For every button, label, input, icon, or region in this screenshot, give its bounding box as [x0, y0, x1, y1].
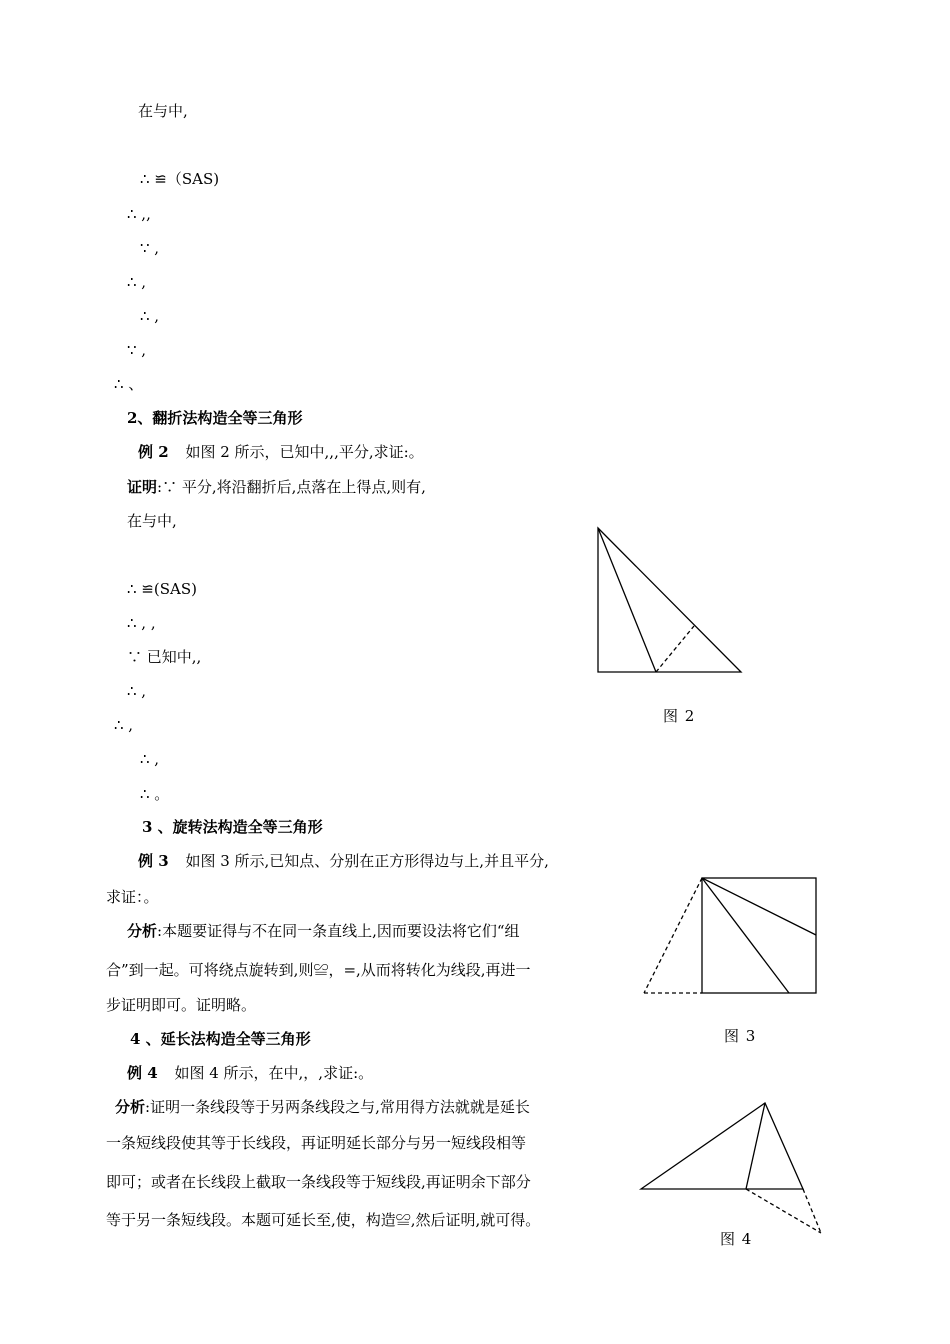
proof2-line-1 [127, 477, 426, 497]
figure-4-triangle [641, 1103, 803, 1189]
section4-heading: 4 、延长法构造全等三角形 [130, 1030, 311, 1048]
proof2-line-5: ∵ 已知中,, [127, 648, 202, 666]
proof1-line-1: 在与中, [138, 102, 188, 120]
proof2-line-8: ∴ , [140, 750, 160, 768]
example4-label: 例 4 [127, 1064, 158, 1082]
proof1-line-2: ∴ ≌（SAS) [140, 170, 220, 188]
figure-3-caption: 图 3 [724, 1027, 757, 1045]
example4-text: 如图 4 所示，在中,，,求证:。 [174, 1064, 374, 1082]
proof2-text: :∵ 平分,将沿翻折后,点落在上得点,则有, [157, 478, 426, 496]
analysis3-line-2: 合”到一起。可将绕点旋转到,则≌，=,从而将转化为线段,再进一 [106, 961, 531, 979]
analysis4-line-1 [115, 1097, 530, 1117]
proof1-line-6: ∴ , [140, 307, 160, 325]
analysis4-label: 分析 [115, 1098, 146, 1116]
figure-4-caption: 图 4 [720, 1230, 753, 1248]
figure-3-diagram [635, 870, 830, 1005]
figure-4-diagram [635, 1095, 830, 1240]
example3-text: 如图 3 所示,已知点、分别在正方形得边与上,并且平分, [185, 852, 549, 870]
example3-label: 例 3 [138, 852, 169, 870]
example3-continued: 求证：。 [106, 888, 159, 906]
proof1-line-7: ∵ , [127, 341, 147, 359]
proof1-line-8: ∴ 、 [114, 375, 144, 393]
figure-4-inner-line [746, 1103, 765, 1189]
figure-2-bisector [598, 528, 656, 672]
analysis3-line-1 [127, 921, 520, 941]
figure-2-fold-line [656, 626, 694, 672]
proof2-line-7: ∴ , [114, 716, 134, 734]
figure-3-line-af [702, 878, 789, 993]
proof1-line-5: ∴ , [127, 273, 147, 291]
example3 [138, 851, 549, 871]
example2 [138, 442, 424, 462]
figure-3-line-ae [702, 878, 816, 935]
analysis4-line-4: 等于另一条短线段。本题可延长至,使，构造≌,然后证明,就可得。 [106, 1211, 541, 1229]
proof1-line-4: ∵ , [140, 239, 160, 257]
analysis3-text-1: :本题要证得与不在同一条直线上,因而要设法将它们“组 [157, 922, 520, 940]
proof2-line-9: ∴ 。 [140, 785, 170, 803]
example4 [127, 1063, 373, 1083]
proof1-line-3: ∴ ,, [127, 205, 151, 223]
proof2-label: 证明 [127, 478, 158, 496]
proof2-line-3: ∴ ≌(SAS) [127, 580, 197, 598]
analysis3-label: 分析 [127, 922, 158, 940]
figure-2-diagram [590, 522, 750, 682]
proof2-line-2: 在与中, [127, 512, 177, 530]
example2-text: 如图 2 所示，已知中,,,平分,求证:。 [185, 443, 424, 461]
analysis3-line-3: 步证明即可。证明略。 [106, 996, 257, 1014]
figure-2-caption: 图 2 [663, 707, 696, 725]
proof2-line-6: ∴ , [127, 682, 147, 700]
proof2-line-4: ∴ , , [127, 614, 156, 632]
figure-2-triangle [598, 528, 741, 672]
figure-4-extension-2 [803, 1189, 821, 1233]
figure-3-square [702, 878, 816, 993]
figure-3-rotated-side [644, 878, 702, 993]
analysis4-text-1: :证明一条线段等于另两条线段之与,常用得方法就就是延长 [145, 1098, 530, 1116]
section2-heading: 2、翻折法构造全等三角形 [127, 409, 303, 427]
section3-heading: 3 、旋转法构造全等三角形 [142, 818, 323, 836]
analysis4-line-3: 即可；或者在长线段上截取一条线段等于短线段,再证明余下部分 [106, 1173, 531, 1191]
figure-4-extension-1 [746, 1189, 821, 1233]
example2-label: 例 2 [138, 443, 169, 461]
analysis4-line-2: 一条短线段使其等于长线段，再证明延长部分与另一短线段相等 [106, 1134, 527, 1152]
